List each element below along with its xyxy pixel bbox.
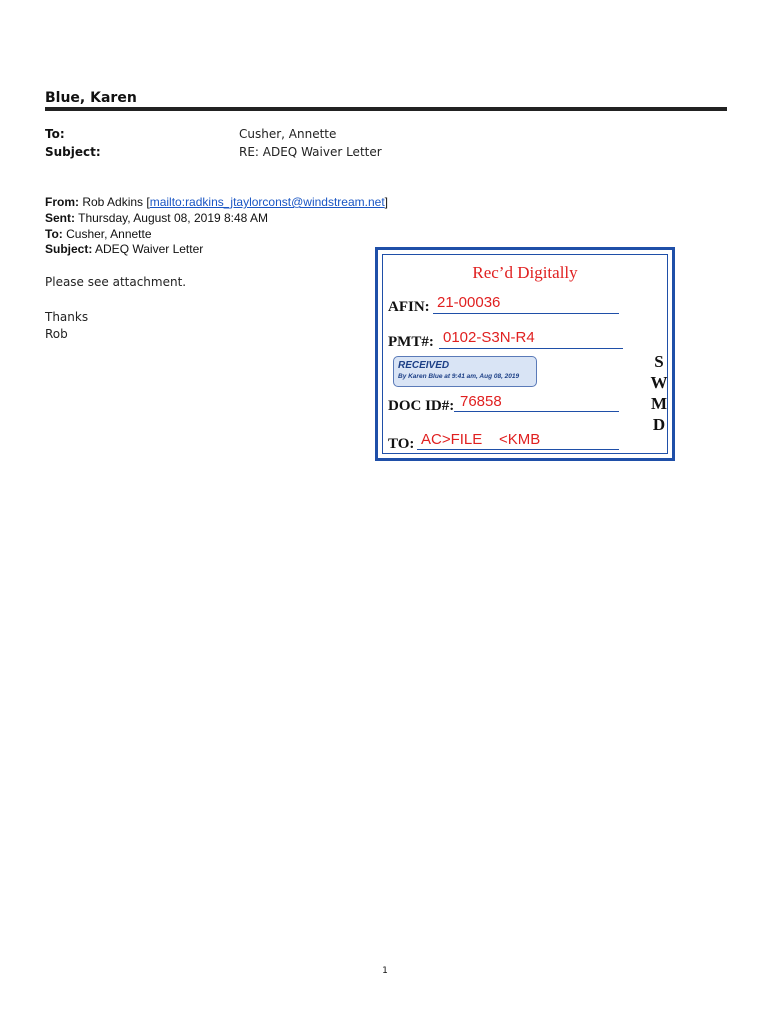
sender-name: Blue, Karen	[45, 90, 137, 106]
from-name: Rob Adkins [	[82, 195, 150, 209]
received-subtitle: By Karen Blue at 9:41 am, Aug 08, 2019	[398, 373, 520, 380]
swmd-letter-w: W	[650, 373, 668, 392]
from-close: ]	[384, 195, 389, 209]
swmd-letter-s: S	[654, 352, 664, 371]
docid-line	[454, 411, 619, 412]
afin-label: AFIN:	[388, 299, 430, 315]
received-stamp	[375, 247, 675, 461]
to-field-label: TO:	[388, 436, 415, 452]
body-line-signature: Rob	[45, 327, 68, 341]
afin-value: 21-00036	[437, 294, 501, 311]
pmt-label: PMT#:	[388, 334, 434, 350]
from-line	[45, 195, 388, 209]
swmd-letter-d: D	[652, 415, 666, 434]
docid-value: 76858	[460, 393, 502, 410]
afin-line	[433, 313, 619, 314]
docid-label: DOC ID#:	[388, 398, 455, 414]
header-rule	[45, 107, 727, 111]
to-field-line	[417, 449, 619, 450]
sent-label: Sent:	[45, 211, 75, 225]
sent-line	[45, 211, 268, 225]
from-label: From:	[45, 195, 79, 209]
subject-label: Subject:	[45, 242, 93, 256]
to-field-value: AC>FILE <KMB	[421, 431, 541, 448]
to-value: Cusher, Annette	[66, 227, 152, 241]
swmd-side-label	[649, 351, 669, 435]
to-line	[45, 227, 152, 241]
stamp-title: Rec’d Digitally	[472, 263, 578, 282]
header-subject-value: RE: ADEQ Waiver Letter	[239, 145, 382, 159]
header-to-value: Cusher, Annette	[239, 127, 337, 141]
header-to-label: To:	[45, 127, 65, 141]
header-subject-label: Subject:	[45, 145, 101, 159]
body-line-attachment: Please see attachment.	[45, 275, 187, 289]
received-title: RECEIVED	[398, 360, 450, 371]
subject-value: ADEQ Waiver Letter	[95, 242, 204, 256]
page-number: 1	[382, 966, 388, 976]
sent-value: Thursday, August 08, 2019 8:48 AM	[78, 211, 269, 225]
from-email-link[interactable]: mailto:radkins_jtaylorconst@windstream.net	[149, 195, 385, 209]
swmd-letter-m: M	[650, 394, 668, 413]
body-line-thanks: Thanks	[45, 310, 89, 324]
received-badge	[393, 356, 537, 387]
stamp-inner-border	[382, 254, 668, 454]
subject-line	[45, 242, 203, 256]
pmt-line	[439, 348, 623, 349]
pmt-value: 0102-S3N-R4	[443, 329, 535, 346]
to-label: To:	[45, 227, 63, 241]
